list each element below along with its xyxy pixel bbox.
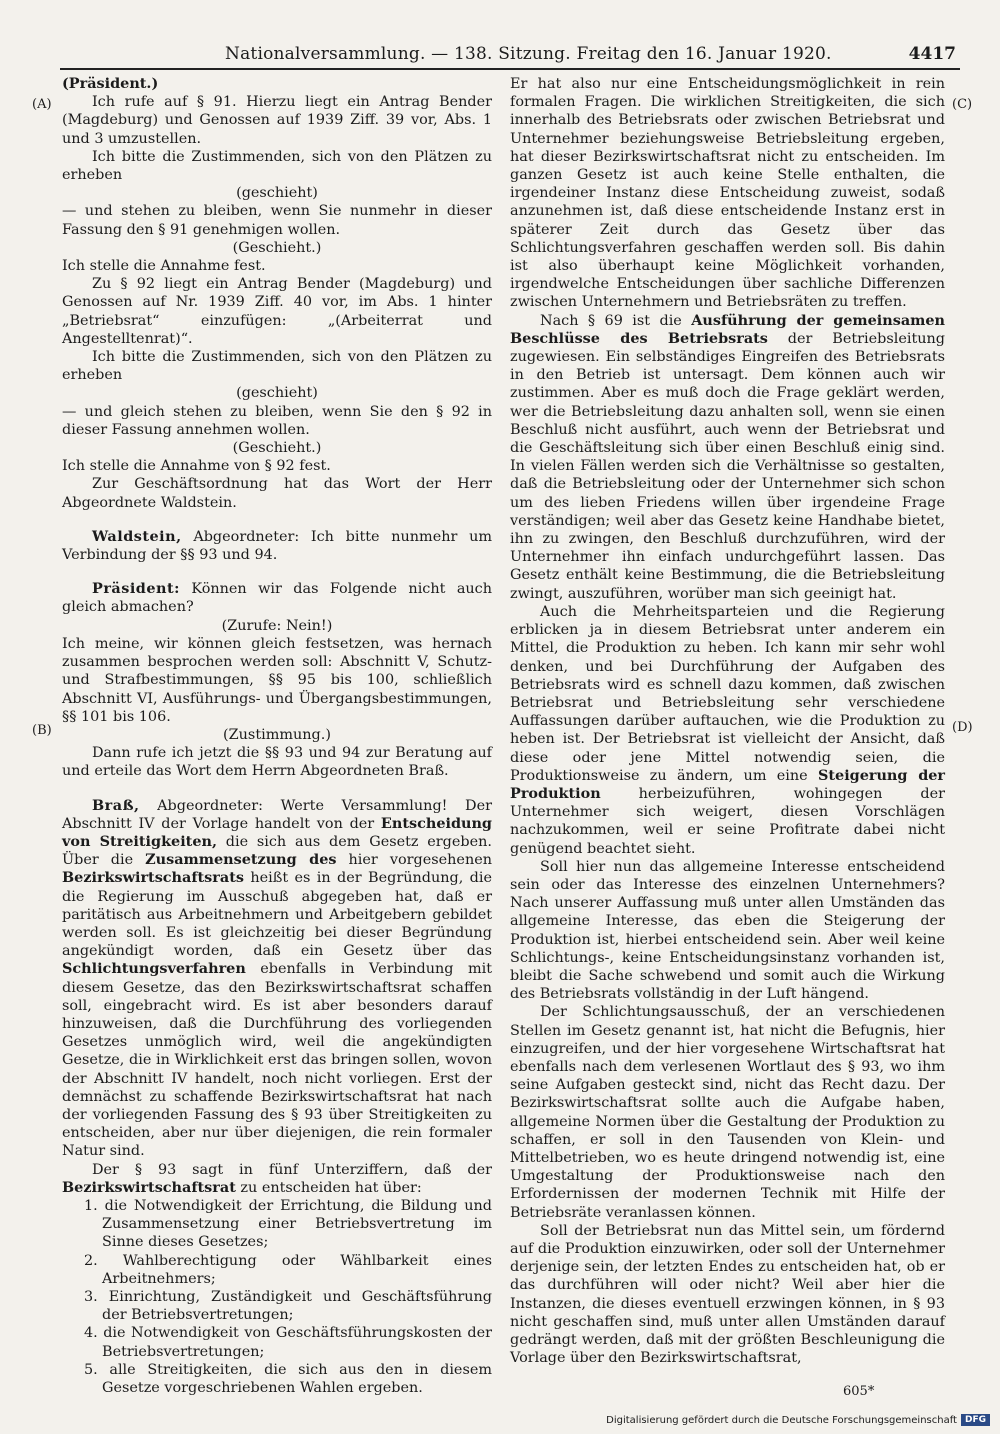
paragraph: Soll der Betriebsrat nun das Mittel sein, um fördernd auf die Produktion einzuwirken, oder soll der Unternehmer derjenige sein, der letzten Endes zu entscheiden hat, ob er das durchführen will oder nicht? Weil aber hier die Instanzen, die dieses eventuell erzwingen können, in § 93 nicht geschaffen sind, muß unter allen Umständen darauf gedrängt werden, daß mit der größten Beschleunigung die Vorlage über den Bezirkswirtschaftsrat, xyxy=(510,1222,945,1367)
signature-mark: 605* xyxy=(843,1384,875,1399)
list-item: 2. Wahlberechtigung oder Wählbarkeit eines Arbeitnehmers; xyxy=(84,1252,492,1287)
paragraph: Ich bitte die Zustimmenden, sich von den Plätzen zu erheben xyxy=(62,349,492,384)
speech-brass: Braß, Abgeordneter: Werte Versammlung! Der Abschnitt IV der Vorlage handelt von der Entscheidung von Streitigkeiten, die sich aus dem Gesetz ergeben. Über die Zusammensetzung des hier vorgesehenen Bezirkswirtschaftsrats heißt es in der Begründung, die die Regierung im Ausschuß abgegeben hat, daß er paritätisch aus Arbeitnehmern und Arbeitgebern gebildet werden soll. Es ist gleichzeitig bei dieser Begründung angekündigt worden, daß ein Gesetz über das Schlichtungsverfahren ebenfalls in Verbindung mit diesem Gesetze, das den Bezirkswirtschaftsrat schaffen soll, eingebracht wird. Es ist aber besonders darauf hinzuweisen, daß die Durchführung des vorliegenden Gesetzes unmöglich wird, weil die angekündigten Gesetze, die in Wirklichkeit erst das bringen sollen, wovon der Abschnitt IV handelt, noch nicht vorliegen. Erst der demnächst zu schaffende Bezirkswirtschaftsrat hat nach der vorliegenden Fassung des § 93 über Streitigkeiten zu entscheiden, aber nur über diejenigen, die rein formaler Natur sind. xyxy=(62,796,492,1160)
stage-direction: (Zustimmung.) xyxy=(223,726,331,743)
list-item: 1. die Notwendigkeit der Errichtung, die Bildung und Zusammensetzung einer Betriebsvertretung im Sinne dieses Gesetzes; xyxy=(84,1197,492,1251)
paragraph: Auch die Mehrheitsparteien und die Regierung erblicken ja in diesem Betriebsrat unter anderem ein Mittel, die Produktion zu heben. Ich kann mir sehr wohl denken, und bei Durchführung der Aufgaben des Betriebsrats wird es schnell dazu kommen, daß zwischen Betriebsrat und Betriebsleitung sehr verschiedene Auffassungen darüber auftauchen, wie die Produktion zu heben ist. Der Betriebsrat ist vielleicht der Ansicht, daß diese oder jene Mittel notwendig seien, die Produktionsweise zu ändern, um eine Steigerung der Produktion herbeizuführen, wohingegen der Unternehmer sich weigert, diesen Vorschlägen nachzukommen, weil er seine Profitrate dabei nicht genügend beachtet sieht. xyxy=(510,603,945,857)
speaker-name: Waldstein, xyxy=(92,527,182,545)
paragraph: Zur Geschäftsordnung hat das Wort der Herr Abgeordnete Waldstein. xyxy=(62,476,492,511)
speech-praesident: Präsident: Können wir das Folgende nicht auch gleich abmachen? xyxy=(62,580,492,616)
dfg-logo: DFG xyxy=(961,1414,990,1426)
enumeration-list xyxy=(62,1197,492,1397)
stage-direction: (geschieht) xyxy=(236,385,318,402)
paragraph: Nach § 69 ist die Ausführung der gemeinsamen Beschlüsse des Betriebsrats der Betriebsleitung zugewiesen. Ein selbständiges Eingreifen des Betriebsrats in den Betrieb ist untersagt. Dem können auch wir zustimmen. Aber es muß doch die Frage geklärt werden, wer die Betriebsleitung dazu anhalten soll, wenn sie einen Beschluß nicht ausführt, auch wenn der Betriebsrat und die Geschäftsleitung sich über einen Beschluß einig sind. In vielen Fällen werden sich die Verhältnisse so gestalten, daß die Betriebsleitung oder der Unternehmer sich schon um des lieben Friedens willen über irgendeine Frage verständigen; weil aber das Gesetz keine Handhabe bietet, ihn zu zwingen, den Beschluß durchzuführen, wird der Unternehmer ihn einfach undurchgeführt lassen. Das Gesetz enthält keine Bestimmung, die die Betriebsleitung zwingt, auszuführen, worüber man sich geeinigt hat. xyxy=(510,311,945,602)
margin-letter-a: (A) xyxy=(32,97,52,112)
paragraph: Ich bitte die Zustimmenden, sich von den Plätzen zu erheben xyxy=(62,148,492,184)
paragraph: Der § 93 sagt in fünf Unterziffern, daß der Bezirkswirtschaftsrat zu entscheiden hat über: xyxy=(62,1161,492,1196)
list-item: 3. Einrichtung, Zuständigkeit und Geschäftsführung der Betriebsvertretungen; xyxy=(84,1289,492,1324)
stage-direction: (Geschieht.) xyxy=(232,239,322,256)
left-column xyxy=(62,75,492,1397)
footer-text: Digitalisierung gefördert durch die Deutsche Forschungsgemeinschaft xyxy=(606,1414,957,1426)
paragraph: Soll hier nun das allgemeine Interesse entscheidend sein oder das Interesse des einzelnen Unternehmers? Nach unserer Auffassung muß unter allen Umständen das allgemeine Interesse, das eben die Steigerung der Produktion ist, hierbei entscheidend sein. Aber weil keine Schlichtungs-, keine Entscheidungsinstanz vorhanden ist, bleibt die Sache schwebend und somit auch die Wirkung des Betriebsrats vollständig in der Luft hängend. xyxy=(510,858,945,1003)
paragraph: Dann rufe ich jetzt die §§ 93 und 94 zur Beratung auf und erteile das Wort dem Herrn Abgeordneten Braß. xyxy=(62,745,492,780)
right-column xyxy=(510,75,945,1367)
paragraph: Der Schlichtungsausschuß, der an verschiedenen Stellen im Gesetz genannt ist, hat nicht die Befugnis, hier einzugreifen, und der hier vorgesehene Wirtschaftsrat hat ebenfalls nach dem verlesenen Wortlaut des § 93, wo ihm seine Aufgaben gesteckt sind, nicht das Recht dazu. Der Bezirkswirtschaftsrat sollte auch die Aufgabe haben, allgemeine Normen über die Gestaltung der Produktion zu schaffen, er soll in den Tausenden von Klein- und Mittelbetrieben, wo es heute dringend notwendig ist, eine Umgestaltung der Produktionsweise nach den Erfordernissen der modernen Technik mit Hilfe der Betriebsräte veranlassen können. xyxy=(510,1004,945,1221)
paragraph: — und stehen zu bleiben, wenn Sie nunmehr in dieser Fassung den § 91 genehmigen wollen. xyxy=(62,203,492,238)
paragraph: — und gleich stehen zu bleiben, wenn Sie den § 92 in dieser Fassung annehmen wollen. xyxy=(62,403,492,438)
speech-waldstein: Waldstein, Abgeordneter: Ich bitte nunmehr um Verbindung der §§ 93 und 94. xyxy=(62,527,492,564)
page-header xyxy=(60,42,960,70)
speaker-name: Braß, xyxy=(92,796,140,814)
page-number: 4417 xyxy=(908,44,956,64)
margin-letter-b: (B) xyxy=(32,723,52,738)
list-item: 4. die Notwendigkeit von Geschäftsführungskosten der Betriebsvertretungen; xyxy=(84,1325,492,1360)
stage-direction: (Geschieht.) xyxy=(232,440,322,457)
paragraph: Ich stelle die Annahme fest. xyxy=(62,258,266,275)
margin-letter-c: (C) xyxy=(952,97,973,112)
margin-letter-d: (D) xyxy=(952,720,973,735)
paragraph: Er hat also nur eine Entscheidungsmöglichkeit in rein formalen Fragen. Die wirklichen Streitigkeiten, die sich innerhalb des Betriebsrats oder zwischen Betriebsrat und Unternehmer beziehungsweise Betriebsleitung ergeben, hat dieser Bezirkswirtschaftsrat nicht zu entscheiden. Im ganzen Gesetz ist auch keine Stelle enthalten, die irgendeiner Instanz diese Entscheidung zuweist, sodaß anzunehmen ist, daß diese entscheidende Instanz erst in späterer Zeit durch das Gesetz über das Schlichtungsverfahren geschaffen werden soll. Bis dahin ist also überhaupt keine Möglichkeit vorhanden, irgendwelche Entscheidungen über sachliche Differenzen zwischen Unternehmern und Betriebsräten zu treffen. xyxy=(510,76,945,311)
stage-direction: (geschieht) xyxy=(236,185,318,202)
footer-credit xyxy=(606,1414,990,1426)
paragraph: Zu § 92 liegt ein Antrag Bender (Magdeburg) und Genossen auf Nr. 1939 Ziff. 40 vor, im Abs. 1 hinter „Betriebsrat“ einzufügen: „(Arbeiterrat und Angestelltenrat)“. xyxy=(62,276,492,347)
stage-direction: (Zurufe: Nein!) xyxy=(221,617,333,634)
paragraph: Ich meine, wir können gleich festsetzen, was hernach zusammen besprochen werden soll: Abschnitt V, Schutz- und Strafbestimmungen, §§ 95 bis 100, schließlich Abschnitt VI, Ausführungs- und Übergangsbestimmungen, §§ 101 bis 106. xyxy=(62,635,492,725)
paragraph: Ich rufe auf § 91. Hierzu liegt ein Antrag Bender (Magdeburg) und Genossen auf 1939 Ziff. 39 vor, Abs. 1 und 3 umzustellen. xyxy=(62,94,492,147)
header-title: Nationalversammlung. — 138. Sitzung. Freitag den 16. Januar 1920. xyxy=(225,44,832,64)
speaker-ref: (Präsident.) xyxy=(62,75,159,92)
speaker-name: Präsident: xyxy=(92,580,180,598)
list-item: 5. alle Streitigkeiten, die sich aus den in diesem Gesetze vorgeschriebenen Wahlen ergeben. xyxy=(84,1361,492,1397)
paragraph: Ich stelle die Annahme von § 92 fest. xyxy=(62,458,331,475)
